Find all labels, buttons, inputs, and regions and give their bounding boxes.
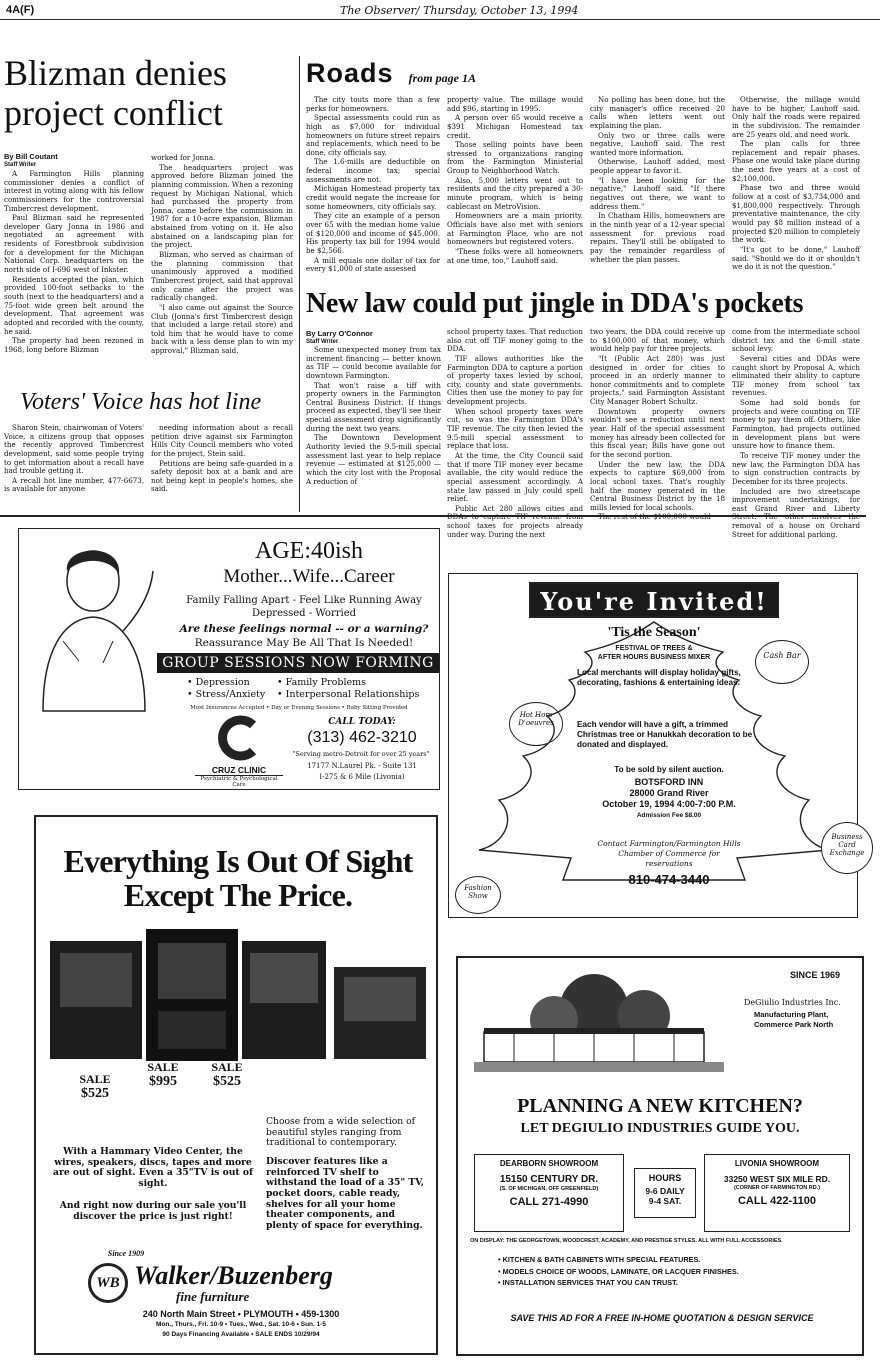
cruz-question: Are these feelings normal -- or a warning?	[179, 623, 429, 635]
dda-headline: New law could put jingle in DDA's pockets	[306, 288, 804, 319]
voters-col-1	[4, 424, 144, 508]
invite-fee: Admission Fee $8.00	[636, 812, 702, 819]
invite-sub-2: AFTER HOURS BUSINESS MIXER	[597, 654, 711, 661]
dda-col-3	[590, 328, 725, 512]
invite-title: 'Tis the Season'	[607, 625, 701, 640]
paragraph: Residents accepted the plan, which provided 100-foot setbacks to the south (next to the headquarters) and a 75-foot wide green belt around the development. That agreement was adopted and recorded with the county, he said.	[4, 274, 144, 336]
paragraph: A mill equals one dollar of tax for every $1,000 of state assessed	[306, 255, 440, 274]
paragraph: At the time, the City Council said that if more TIF money ever became available, the city would reduce the special assessment accordingly. A state law passed in July could spell relief.	[447, 450, 583, 504]
walker-wb-logo: WB	[88, 1263, 128, 1303]
voters-headline: Voters' Voice has hot line	[20, 389, 262, 415]
dearborn-note: (S. OF MICHIGAN, OFF GREENFIELD)	[499, 1186, 599, 1192]
blizman-col-2	[151, 154, 293, 386]
walker-buzenberg-ad	[34, 815, 438, 1355]
paragraph: Blizman, who served as chairman of the planning commission that unanimously approved a modified Timbercrest project, said that approval only came after the project was radically changed.	[151, 250, 293, 303]
byline-title: Staff Writer	[306, 338, 339, 345]
paragraph: come from the intermediate school district tax and the 6-mill state school levy.	[732, 327, 860, 354]
roads-col-2	[447, 96, 583, 286]
walker-left-para-1: With a Hammary Video Center, the wires, speakers, discs, tapes and more are out of sight. Even a 35"TV is out of sight.	[53, 1146, 253, 1190]
invite-venue: BOTSFORD INN	[634, 777, 704, 787]
cruz-fine-print: Most Insurances Accepted • Day or Evening Sessions • Baby Sitting Provided	[190, 705, 408, 711]
walker-since: Since 1909	[107, 1249, 145, 1258]
paragraph: A Farmington Hills planning commissioner denies a conflict of interest in voting along with his fellow commissioners for the controversial Timbercrest development.	[4, 169, 144, 213]
paragraph: "It (Public Act 280) was just designed in order for cities to proceed in an orderly manner to honor commitments and to complete projects," said Farmington Assistant City Manager Robert Schultz.	[590, 353, 725, 407]
bullet-item: • Depression	[187, 677, 250, 688]
cruz-roles: Mother...Wife...Career	[223, 566, 395, 587]
cruz-right-bullets	[277, 677, 419, 702]
invite-sub-1: FESTIVAL OF TREES &	[615, 645, 693, 652]
blizman-col-1	[4, 170, 144, 388]
page-number: 4A(F)	[6, 4, 35, 16]
invite-contact-3: reservations	[645, 859, 693, 868]
page-header	[0, 0, 880, 20]
paragraph: The property had been rezoned in 1968, long before Blizman	[4, 336, 144, 354]
paragraph: That won't raise a tiff with property owners in the Farmington Central Business District. If things proceed as expected, they'll see their special assessment drop significantly during the next two years.	[306, 380, 441, 433]
livonia-title: LIVONIA SHOWROOM	[734, 1159, 820, 1168]
paragraph: Paul Blizman said he represented developer Gary Jonna in 1986 and negotiated an agreement with residents of Forestbrook subdivision for a development for the Michigan National Corp. headquarters on the north side of I-696 west of Inkster.	[4, 213, 144, 275]
paragraph: Those selling points have been stressed to organizations ranging from the Farmington Ministerial Group to Neighborhood Watch.	[447, 140, 583, 176]
roads-col-1	[306, 96, 440, 286]
sale-price-3: $525	[213, 1074, 241, 1089]
cruz-line-2: Depressed - Worried	[251, 608, 357, 619]
roads-kicker-row	[306, 58, 476, 89]
dda-byline	[306, 330, 373, 346]
roads-kicker: Roads	[306, 58, 394, 88]
paragraph: When school property taxes were cut, so was the Farmington DDA's TIF revenue. The city then levied the 9.5-mill special assessment to replace that loss.	[447, 406, 583, 451]
paragraph: Otherwise, Lauhoff added, most people appear to favor it.	[590, 157, 725, 176]
degiulio-bullets	[498, 1254, 838, 1289]
paragraph: worked for Jonna.	[151, 153, 216, 162]
paragraph: A person over 65 would receive a $391 Michigan Homestead tax credit.	[447, 113, 583, 140]
section-divider	[0, 515, 866, 517]
dateline: The Observer/ Thursday, October 13, 1994	[340, 4, 579, 17]
invite-banner: You're Invited!	[529, 582, 779, 618]
degiulio-company: DeGiulio Industries Inc.	[744, 998, 841, 1007]
degiulio-display: ON DISPLAY: THE GEORGETOWN, WOODCREST, ACADEMY, AND PRESTIGE STYLES. ALL WITH FULL ACCESSORIES.	[470, 1238, 783, 1244]
cruz-line-1: Family Falling Apart - Feel Like Running Away	[186, 595, 422, 606]
cruz-call-label: CALL TODAY:	[328, 717, 396, 727]
cruz-serving: "Serving metro-Detroit for over 25 years"	[292, 750, 430, 758]
paragraph: Some had sold bonds for projects and were counting on TIF money to pay them off. Others, like Farmington, had projects outlined in development plans but were unsure how to finance them.	[732, 398, 860, 451]
cruz-reassure: Reassurance May Be All That Is Needed!	[194, 637, 414, 649]
factory-illustration	[474, 972, 734, 1092]
hours-saturday: 9-4 SAT.	[648, 1196, 682, 1206]
walker-name: Walker/Buzenberg	[134, 1261, 333, 1290]
paragraph: Special assessments could run as high as $7,000 for individual homeowners on future street repairs and replacements, which need to be done, city officials say.	[306, 113, 440, 157]
cruz-left-bullets	[187, 677, 265, 702]
cruz-banner: GROUP SESSIONS NOW FORMING	[157, 653, 439, 673]
invite-card-exchange-ornament: Business Card Exchange	[821, 822, 873, 874]
roads-col-3	[590, 96, 725, 286]
paragraph: Homeowners are a main priority. Officials have also met with seniors at Farmington Place, who are not homeowners but registered voters.	[447, 211, 583, 247]
blizman-headline-2: project conflict	[4, 93, 223, 133]
paragraph: Only two or three calls were negative, Lauhoff said. The rest wanted more information.	[590, 130, 725, 157]
degiulio-plant-2: Commerce Park North	[754, 1020, 834, 1029]
cruz-logo	[195, 715, 283, 788]
paragraph: Phase two and three would follow at a cost of $3,734,000 and $1,800,000 respectively. Through preventative maintenance, the city would pay $8 million instead of a projected $20 million to completely the work.	[732, 183, 860, 245]
dearborn-title: DEARBORN SHOWROOM	[499, 1159, 599, 1168]
paragraph: Sharon Stein, chairwoman of Voters' Voice, a citizens group that opposes the recently approved Timbercrest development, said some people trying to get information about a recall have had trouble getting it.	[4, 423, 144, 476]
cruz-age: AGE:40ish	[255, 538, 363, 564]
column-rule	[299, 56, 300, 512]
bullet-item: • MODELS CHOICE OF WOODS, LAMINATE, OR LACQUER FINISHES.	[498, 1266, 739, 1276]
paragraph: "I have been looking for the negative," Lauhoff said. "If there negatives out there, we want to address them."	[590, 175, 725, 211]
dearborn-phone: CALL 271-4990	[509, 1196, 589, 1208]
livonia-note: (CORNER OF FARMINGTON RD.)	[733, 1185, 821, 1191]
degiulio-ad	[456, 956, 864, 1356]
paragraph: "I also came out against the Source Club (Jonna's first Timbercrest design that included a large retail store) and told him that he would have to come back with a less dense plan to win my approval," Blizman said.	[151, 302, 293, 356]
paragraph: The plan calls for three replacement and repair phases. Phase one would take place during the next five years at a cost of $2,100,000.	[732, 139, 860, 183]
paragraph: No polling has been done, but the city manager's office received 20 calls when letters went out explaining the plan.	[590, 95, 725, 130]
invite-when: October 19, 1994 4:00-7:00 P.M.	[602, 799, 736, 809]
paragraph: Public Act 280 allows cities and school taxes for projects already under way. During the next	[447, 503, 583, 539]
invite-ad	[448, 573, 865, 918]
paragraph: Michigan Homestead property tax credit would negate the increase for some homeowners, city officials say.	[306, 184, 440, 211]
degiulio-plant-1: Manufacturing Plant,	[754, 1010, 829, 1019]
hours-weekday: 9-6 DAILY	[645, 1186, 685, 1196]
hours-title: HOURS	[648, 1173, 682, 1183]
walker-address: 240 North Main Street • PLYMOUTH • 459-1300	[142, 1309, 340, 1319]
walker-headline-1: Everything Is Out Of Sight	[63, 843, 413, 879]
walker-headline-2: Except The Price.	[123, 877, 353, 913]
sale-label-1: SALE	[79, 1072, 111, 1086]
degiulio-since: SINCE 1969	[790, 970, 841, 980]
sale-price-1: $525	[81, 1086, 109, 1101]
sale-price-2: $995	[149, 1074, 177, 1089]
byline-name: By Bill Coutant	[4, 152, 58, 161]
walker-sub: fine furniture	[176, 1289, 250, 1304]
paragraph: The Downtown Development Authority levied the 9.5-mill special assessment last year to help replace revenue — estimated at $125,000 — which the city lost with the Proposal A reduction of	[306, 433, 441, 486]
bullet-item: • Family Problems	[277, 677, 366, 688]
walker-right-para-2: Discover features like a reinforced TV shelf to withstand the load of a 35" TV, pocket doors, cable ready, shelves for all your home theater components, and plenty of space for everything.	[266, 1156, 424, 1232]
livonia-address: 33250 WEST SIX MILE RD.	[723, 1174, 831, 1184]
cruz-address-1: 17177 N.Laurel Pk. - Suite 131	[307, 762, 417, 770]
bullet-item: • KITCHEN & BATH CABINETS WITH SPECIAL FEATURES.	[498, 1255, 701, 1264]
paragraph: property value. The millage would add $96, starting in 1995.	[447, 95, 583, 113]
dda-col-2	[447, 327, 583, 539]
paragraph: The city touts more than a few perks for homeowners.	[306, 95, 440, 113]
paragraph: Also, 5,000 letters went out to residents and the city prepared a 30-minute program, which is being cablecast on MetroVision.	[447, 175, 583, 211]
bullet-item: • INSTALLATION SERVICES THAT YOU CAN TRUST.	[498, 1278, 678, 1288]
invite-phone: 810-474-3440	[628, 872, 710, 887]
dearborn-showroom	[474, 1154, 624, 1232]
paragraph: Several cities and DDAs were caught short by Proposal A, which eliminated their ability to capture TIF money from school tax revenues.	[732, 353, 860, 398]
degiulio-subhead: LET DEGIULIO INDUSTRIES GUIDE YOU.	[520, 1121, 800, 1136]
invite-street: 28000 Grand River	[629, 788, 709, 798]
paragraph: "These folks were all homeowners at one time, too," Lauhoff said.	[447, 246, 583, 265]
cruz-phone: (313) 462-3210	[307, 729, 417, 746]
blizman-byline	[4, 153, 58, 169]
cruz-address-2: I-275 & 6 Mile (Livonia)	[319, 773, 405, 781]
paragraph: To receive TIF money under the new law, the Farmington DDA has to sign construction contracts by December for its three projects.	[732, 450, 860, 486]
cruz-logo-sub: Psychiatric & Psychological Care	[195, 775, 283, 788]
cruz-logo-name: CRUZ CLINIC	[211, 765, 267, 775]
voters-col-2	[151, 424, 293, 508]
livonia-showroom	[704, 1154, 850, 1232]
invite-para-2: Each vendor will have a gift, a trimmed Christmas tree or Hanukkah decoration to be donated and displayed.	[577, 720, 753, 749]
hours-box	[634, 1168, 696, 1218]
paragraph: TIF allows authorities like the Farmington DDA to capture a portion of property taxes levied by school, city, county and state governments. Cities then use the money to pay for development projects.	[447, 353, 583, 407]
paragraph: They cite an example of a person over 65 with the median home value of $120,000 and income of $45,000. His property tax bill for 1994 would be $2,566.	[306, 211, 440, 255]
walker-hours: Mon., Thurs., Fri. 10-9 • Tues., Wed., Sat. 10-6 • Sun. 1-5	[155, 1321, 327, 1328]
paragraph: Downtown property owners wouldn't see a reduction until next year. Half of the special assessment money has already been collected for this fiscal year; Bills have gone out for the second portion.	[590, 406, 725, 459]
blizman-headline-1: Blizman denies	[4, 53, 227, 93]
dearborn-address: 15150 CENTURY DR.	[499, 1174, 599, 1185]
invite-hors-ornament: Hot Hors D'oeuvres	[509, 702, 563, 746]
invite-para-3: To be sold by silent auction.	[614, 765, 724, 774]
paragraph: two years, the DDA could receive up to $100,000 of that money, which would help pay for three projects.	[590, 327, 725, 354]
roads-jump: from page 1A	[408, 71, 476, 85]
byline-title: Staff Writer	[4, 161, 37, 168]
invite-contact-1: Contact Farmington/Farmington Hills	[597, 839, 741, 848]
byline-name: By Larry O'Connor	[306, 329, 373, 338]
paragraph: The headquarters project was approved before Blizman joined the planning commission. When a rezoning request by Michigan National, which had purchased the property from Jonna, came before the commission in 1987 for a 10-acre expansion, Blizman abstained from voting on it. He also abstained on a landscaping plan for the project.	[151, 162, 293, 250]
degiulio-headline: PLANNING A NEW KITCHEN?	[517, 1095, 803, 1117]
bullet-item: • Stress/Anxiety	[187, 689, 266, 701]
dda-col-4	[732, 327, 860, 539]
paragraph: Some unexpected money from tax increment financing — better known as TIF — could become available for downtown Farmington.	[306, 345, 441, 380]
walker-left-para-2: And right now during our sale you'll discover the price is just right!	[59, 1200, 247, 1222]
entertainment-centers-illustration	[44, 919, 434, 1067]
paragraph: Included are two streetscape improvement undertakings, for east Grand River and Liberty removal of a house on Orchard Street for additional parking.	[732, 486, 860, 539]
invite-para-1: Local merchants will display holiday gifts, decorating, fashions & entertaining ideas.	[577, 668, 741, 687]
paragraph: school property taxes. That reduction also cut off TIF money going to the DDA.	[447, 327, 583, 354]
degiulio-save: SAVE THIS AD FOR A FREE IN-HOME QUOTATION & DESIGN SERVICE	[510, 1313, 814, 1323]
woman-illustration	[23, 541, 163, 711]
paragraph: A recall hot line number, 477-6673, is available for anyone	[4, 475, 144, 494]
invite-fashion-show-ornament: Fashion Show	[455, 876, 501, 914]
blizman-article	[4, 55, 300, 131]
livonia-phone: CALL 422-1100	[737, 1195, 817, 1207]
dda-col-1	[306, 346, 441, 512]
paragraph: In Chatham Hills, homeowners are in the ninth year of a 12-year special assessment for previous road repairs. They'll still be obligated to pay the remainder regardless of whether the plan passes.	[590, 211, 725, 264]
paragraph: needing information about a recall petition drive against six Farmington Hills City Council members who voted for the project, Stein said.	[151, 423, 293, 458]
paragraph: Under the new law, the DDA expects to capture $69,000 from local school taxes. That's roughly half the money generated in the Central Business District by the 18 mills levied for local schools.	[590, 459, 725, 512]
bullet-item: • Interpersonal Relationships	[277, 689, 420, 701]
cruz-clinic-ad	[18, 528, 440, 790]
walker-right-para-1: Choose from a wide selection of beautiful styles ranging from traditional to contemporary.	[266, 1116, 416, 1149]
cruz-c-logo-icon	[195, 715, 283, 761]
paragraph: Otherwise, the millage would have to be higher, Lauhoff said. Only half the roads were repaired in the subdivision. The remainder are 25 years old, and need work.	[732, 95, 860, 139]
walker-financing: 90 Days Financing Available • SALE ENDS 10/29/94	[162, 1331, 320, 1338]
paragraph: "It's got to be done," Lauhoff said. "Should we do it or shouldn't we do it is not the question."	[732, 244, 860, 272]
invite-cash-bar-ornament: Cash Bar	[755, 640, 809, 684]
paragraph: The 1.6-mills are deductible on federal income tax; special assessments are not.	[306, 157, 440, 184]
sale-label-2: SALE	[147, 1060, 179, 1074]
invite-contact-2: Chamber of Commerce for	[618, 849, 720, 858]
paragraph: Petitions are being safe-guarded in a safety deposit box at a bank and are not being kept in people's homes, she said.	[151, 458, 293, 494]
sale-label-3: SALE	[211, 1060, 243, 1074]
